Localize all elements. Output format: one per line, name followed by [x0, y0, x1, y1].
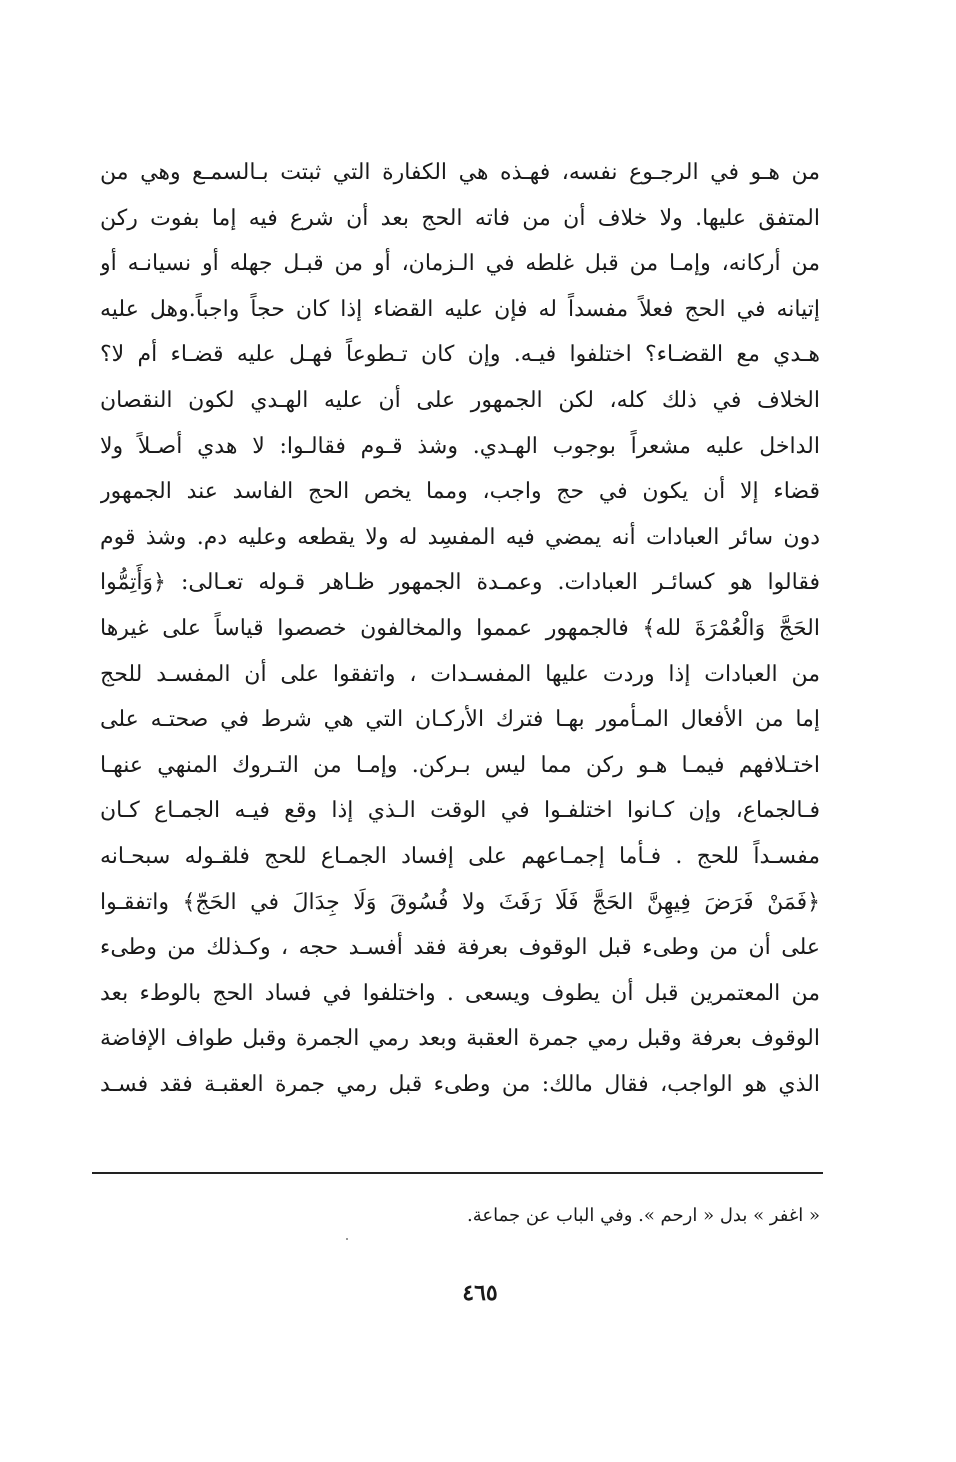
text-line: الوقوف بعرفة وقبل رمي جمرة العقبة وبعد رمي الجمرة وقبل طواف الإفاضة — [100, 1026, 820, 1052]
text-line: من هـو في الرجـوع نفسه، فهـذه هي الكفارة التي ثبتت بـالسمـع وهي من — [100, 160, 820, 185]
text-line: هـدي مع القضـاء؟ اختلفوا فيـه. وإن كان تـطوعاً فهـل عليه قضـاء أم لا؟ — [100, 342, 820, 368]
page-number: ٤٦٥ — [462, 1280, 498, 1306]
text-line: مفسـداً للحج . فـأما إجمـاعهم على إفساد الجمـاع للحج فلقـوله سبحـانه — [100, 843, 820, 869]
text-line: الخلاف في ذلك كله، لكن الجمهور على أن عليه الهـدي لكون النقصان — [100, 387, 820, 413]
footnote: « اغفر » بدل « ارحم ». وفي الباب عن جماعة. — [467, 1205, 820, 1226]
text-line: الداخل عليه مشعراً بوجوب الهـدي. وشذ قـوم فقالـوا: لا هدي أصـلاً ولا — [100, 433, 820, 459]
text-line: من المعتمرين قبل أن يطوف ويسعى . واختلفوا في فساد الحج بالوطء بعد — [100, 980, 820, 1006]
text-line: الحَجَّ وَالْعُمْرَةَ لله﴾ فالجمهور عمموا والمخالفون خصصوا قياساً على غيرها — [100, 615, 820, 641]
body-text — [100, 150, 820, 1107]
text-line: إما من الأفعال المـأمور بهـا فترك الأركـان التي هي شرط في صحتـه على — [100, 707, 820, 733]
text-line: فـالجماع، وإن كـانوا اختلفـوا في الوقت الـذي إذا وقع فيـه الجمـاع كـان — [100, 798, 820, 824]
scan-speck — [346, 1238, 348, 1240]
text-line: على أن من وطىء قبل الوقوف بعرفة فقد أفسـد حجه ، وكـذلك من وطىء — [100, 935, 820, 961]
text-line: ﴿فَمَنْ فَرَضَ فِيهِنَّ الحَجَّ فَلَا رَفَثَ ولا فُسُوقَ وَلَا جِدَالَ في الحَجّ﴾ واتفقـوا — [100, 889, 820, 915]
text-line: من العبادات إذا وردت عليها المفسـدات ، واتفقوا على أن المفسـد للحج — [100, 661, 820, 687]
text-line: إتيانه في الحج فعلاً مفسداً له فإن عليه القضاء إذا كان حجاً واجباً.وهل عليه — [100, 296, 820, 322]
text-line: الذي هو الواجب، فقال مالك: من وطىء قبل رمي جمرة العقبـة فقد فسـد — [100, 1071, 820, 1097]
text-line: قضاء إلا أن يكون في حج واجب، ومما يخص الحج الفاسد عند الجمهور — [100, 479, 820, 505]
text-line: من أركانه، وإمـا من قبل غلطه في الـزمان، أو من قبـل جهله أو نسيانـه أو — [100, 251, 820, 277]
text-line: فقالوا هو كسائـر العبادات. وعمـدة الجمهور ظـاهر قـوله تعـالى: ﴿وَأَتِمُّوا — [100, 570, 820, 596]
text-line: دون سائر العبادات أنه يمضي فيه المفسِد له ولا يقطعه وعليه دم. وشذ قوم — [100, 524, 820, 550]
text-line: اختـلافهم فيمـا هـو ركن مما ليس بـركن. وإمـا من التـروك المنهي عنهـا — [100, 752, 820, 778]
footnote-separator — [92, 1172, 823, 1174]
text-line: المتفق عليها. ولا خلاف أن من فاته الحج بعد أن شرع فيه إما بفوت ركن — [100, 205, 820, 231]
